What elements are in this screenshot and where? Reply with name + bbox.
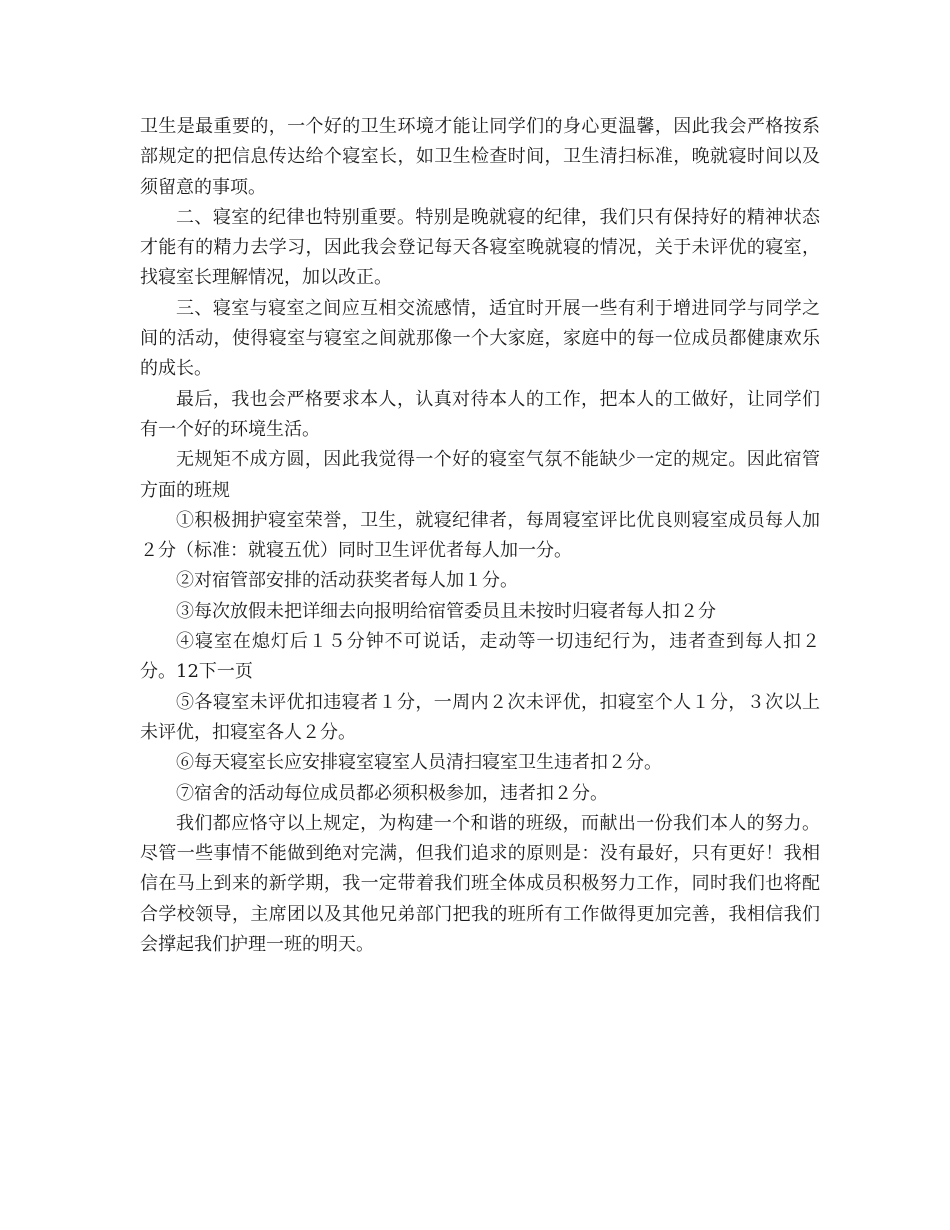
paragraph-self-requirement: 最后，我也会严格要求本人，认真对待本人的工作，把本人的工做好，让同学们有一个好的环境生活。 bbox=[140, 388, 820, 440]
paragraph-communication: 三、寝室与寝室之间应互相交流感情，适宜时开展一些有利于增进同学与同学之间的活动，使得寝室与寝室之间就那像一个大家庭，家庭中的每一位成员都健康欢乐的成长。 bbox=[140, 297, 820, 380]
paragraph-rules-intro: 无规矩不成方圆，因此我觉得一个好的寝室气氛不能缺少一定的规定。因此宿管方面的班规 bbox=[140, 449, 820, 501]
paragraph-discipline: 二、寝室的纪律也特别重要。特别是晚就寝的纪律，我们只有保持好的精神状态才能有的精力去学习，因此我会登记每天各寝室晚就寝的情况，关于未评优的寝室，找寝室长理解情况，加以改正。 bbox=[140, 206, 820, 289]
rule-item-4: ④寝室在熄灯后１５分钟不可说话，走动等一切违纪行为，违者查到每人扣２分。12下一页 bbox=[140, 631, 820, 683]
rule-item-2: ②对宿管部安排的活动获奖者每人加１分。 bbox=[176, 570, 518, 592]
document-body bbox=[140, 112, 820, 960]
rule-item-7: ⑦宿舍的活动每位成员都必须积极参加，违者扣２分。 bbox=[176, 782, 608, 804]
rule-item-3: ③每次放假未把详细去向报明给宿管委员且未按时归寝者每人扣２分 bbox=[176, 600, 716, 622]
rule-item-6: ⑥每天寝室长应安排寝室寝室人员清扫寝室卫生违者扣２分。 bbox=[176, 752, 662, 774]
paragraph-conclusion: 我们都应恪守以上规定，为构建一个和谐的班级，而献出一份我们本人的努力。尽管一些事情不能做到绝对完满，但我们追求的原则是：没有最好，只有更好！我相信在马上到来的新学期，我一定带着我们班全体成员积极努力工作，同时我们也将配合学校领导，主席团以及其他兄弟部门把我的班所有工作做得更加完善，我相信我们会撑起我们护理一班的明天。 bbox=[140, 812, 820, 956]
rule-item-5: ⑤各寝室未评优扣违寝者１分，一周内２次未评优，扣寝室个人１分，３次以上未评优，扣寝室各人２分。 bbox=[140, 691, 820, 743]
paragraph-hygiene-continued: 卫生是最重要的，一个好的卫生环境才能让同学们的身心更温馨，因此我会严格按系部规定的把信息传达给个寝室长，如卫生检查时间，卫生清扫标准，晚就寝时间以及须留意的事项。 bbox=[140, 116, 820, 198]
rule-item-1: ①积极拥护寝室荣誉，卫生，就寝纪律者，每周寝室评比优良则寝室成员每人加２分（标准：就寝五优）同时卫生评优者每人加一分。 bbox=[140, 509, 820, 562]
